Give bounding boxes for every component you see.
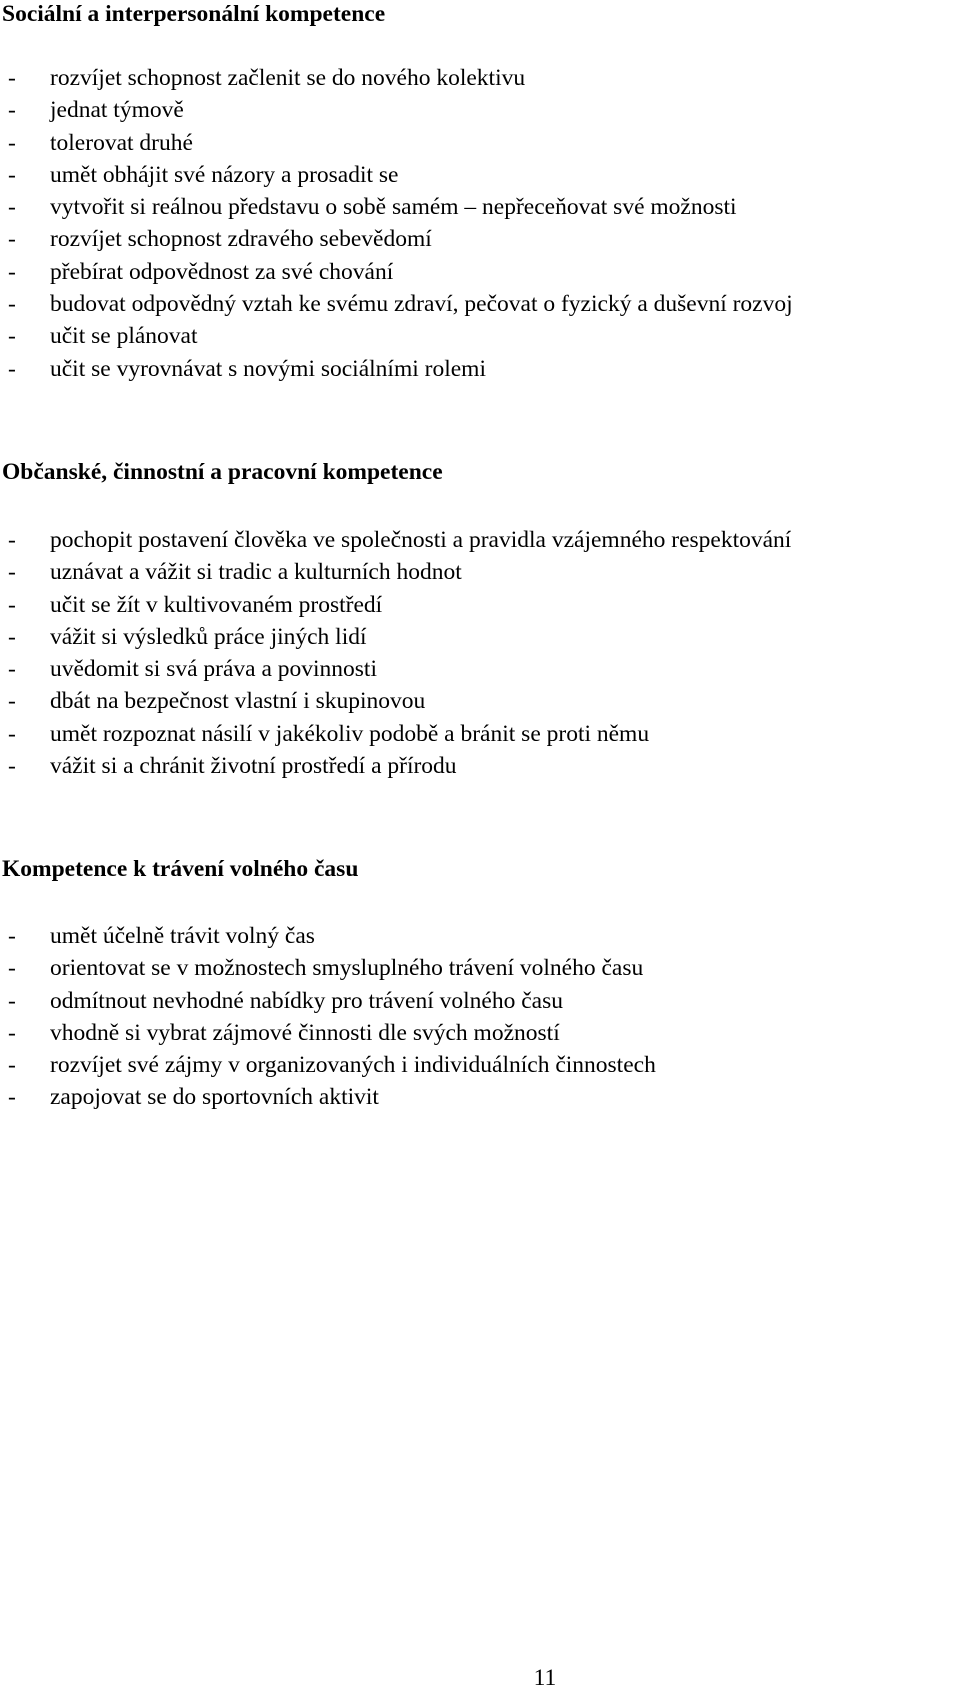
list-item (2, 159, 952, 191)
page-number: 11 (533, 1665, 557, 1691)
list-item (2, 1081, 952, 1113)
list-item (2, 191, 952, 223)
bullet-dash: - (8, 753, 16, 780)
list-item (2, 1017, 952, 1049)
bullet-dash: - (8, 258, 16, 285)
section-heading: Kompetence k trávení volného času (2, 856, 359, 882)
bullet-dash: - (8, 194, 16, 221)
bullet-dash: - (8, 591, 16, 618)
list-item-text: tolerovat druhé (50, 129, 193, 156)
competence-list (2, 62, 952, 385)
bullet-dash: - (8, 1084, 16, 1111)
section-heading: Sociální a interpersonální kompetence (2, 1, 386, 27)
bullet-dash: - (8, 688, 16, 715)
bullet-dash: - (8, 955, 16, 982)
section-civic-work (2, 458, 952, 782)
list-item (2, 589, 952, 621)
list-item (2, 320, 952, 352)
list-item (2, 127, 952, 159)
list-item-text: učit se plánovat (50, 323, 198, 350)
list-item-text: vytvořit si reálnou představu o sobě samém – nepřeceňovat své možnosti (50, 194, 737, 221)
bullet-dash: - (8, 656, 16, 683)
competence-list (2, 524, 952, 782)
list-item (2, 256, 952, 288)
list-item (2, 62, 952, 94)
list-item-text: uvědomit si svá práva a povinnosti (50, 656, 377, 683)
list-item-text: přebírat odpovědnost za své chování (50, 258, 394, 285)
list-item (2, 621, 952, 653)
list-item-text: pochopit postavení člověka ve společnosti a pravidla vzájemného respektování (50, 527, 792, 553)
list-item-text: rozvíjet své zájmy v organizovaných i individuálních činnostech (50, 1052, 656, 1079)
bullet-dash: - (8, 720, 16, 747)
bullet-dash: - (8, 355, 16, 382)
list-item (2, 718, 952, 750)
bullet-dash: - (8, 1019, 16, 1046)
list-item-text: rozvíjet schopnost začlenit se do nového kolektivu (50, 65, 526, 91)
list-item-text: umět rozpoznat násilí v jakékoliv podobě a bránit se proti němu (50, 720, 650, 747)
bullet-dash: - (8, 1052, 16, 1079)
list-item (2, 223, 952, 255)
list-item (2, 653, 952, 685)
list-item-text: učit se žít v kultivovaném prostředí (50, 591, 383, 618)
list-item (2, 985, 952, 1017)
list-item-text: vážit si a chránit životní prostředí a přírodu (50, 753, 457, 780)
list-item (2, 750, 952, 782)
list-item-text: budovat odpovědný vztah ke svému zdraví, pečovat o fyzický a duševní rozvoj (50, 291, 793, 318)
list-item (2, 288, 952, 320)
bullet-dash: - (8, 129, 16, 156)
bullet-dash: - (8, 291, 16, 318)
bullet-dash: - (8, 923, 16, 949)
list-item-text: rozvíjet schopnost zdravého sebevědomí (50, 226, 432, 253)
list-item-text: vhodně si vybrat zájmové činnosti dle svých možností (50, 1019, 560, 1046)
list-item (2, 556, 952, 588)
list-item-text: učit se vyrovnávat s novými sociálními rolemi (50, 355, 486, 382)
bullet-dash: - (8, 527, 16, 553)
competence-list (2, 920, 952, 1114)
bullet-dash: - (8, 161, 16, 188)
bullet-dash: - (8, 226, 16, 253)
bullet-dash: - (8, 97, 16, 124)
list-item-text: zapojovat se do sportovních aktivit (50, 1084, 379, 1111)
list-item (2, 94, 952, 126)
list-item (2, 524, 952, 556)
list-item (2, 952, 952, 984)
bullet-dash: - (8, 559, 16, 586)
bullet-dash: - (8, 65, 16, 91)
list-item-text: uznávat a vážit si tradic a kulturních hodnot (50, 559, 462, 586)
list-item-text: jednat týmově (50, 97, 184, 124)
section-leisure-time (2, 855, 952, 1114)
list-item (2, 1049, 952, 1081)
bullet-dash: - (8, 987, 16, 1014)
list-item-text: odmítnout nevhodné nabídky pro trávení volného času (50, 987, 563, 1014)
list-item (2, 920, 952, 952)
list-item-text: umět účelně trávit volný čas (50, 923, 315, 949)
bullet-dash: - (8, 323, 16, 350)
list-item-text: dbát na bezpečnost vlastní i skupinovou (50, 688, 426, 715)
list-item-text: umět obhájit své názory a prosadit se (50, 161, 399, 188)
list-item-text: orientovat se v možnostech smysluplného trávení volného času (50, 955, 644, 982)
list-item (2, 685, 952, 717)
section-social-interpersonal (2, 0, 952, 385)
bullet-dash: - (8, 623, 16, 650)
list-item-text: vážit si výsledků práce jiných lidí (50, 623, 367, 650)
section-heading: Občanské, činnostní a pracovní kompetence (2, 459, 443, 485)
list-item (2, 353, 952, 385)
